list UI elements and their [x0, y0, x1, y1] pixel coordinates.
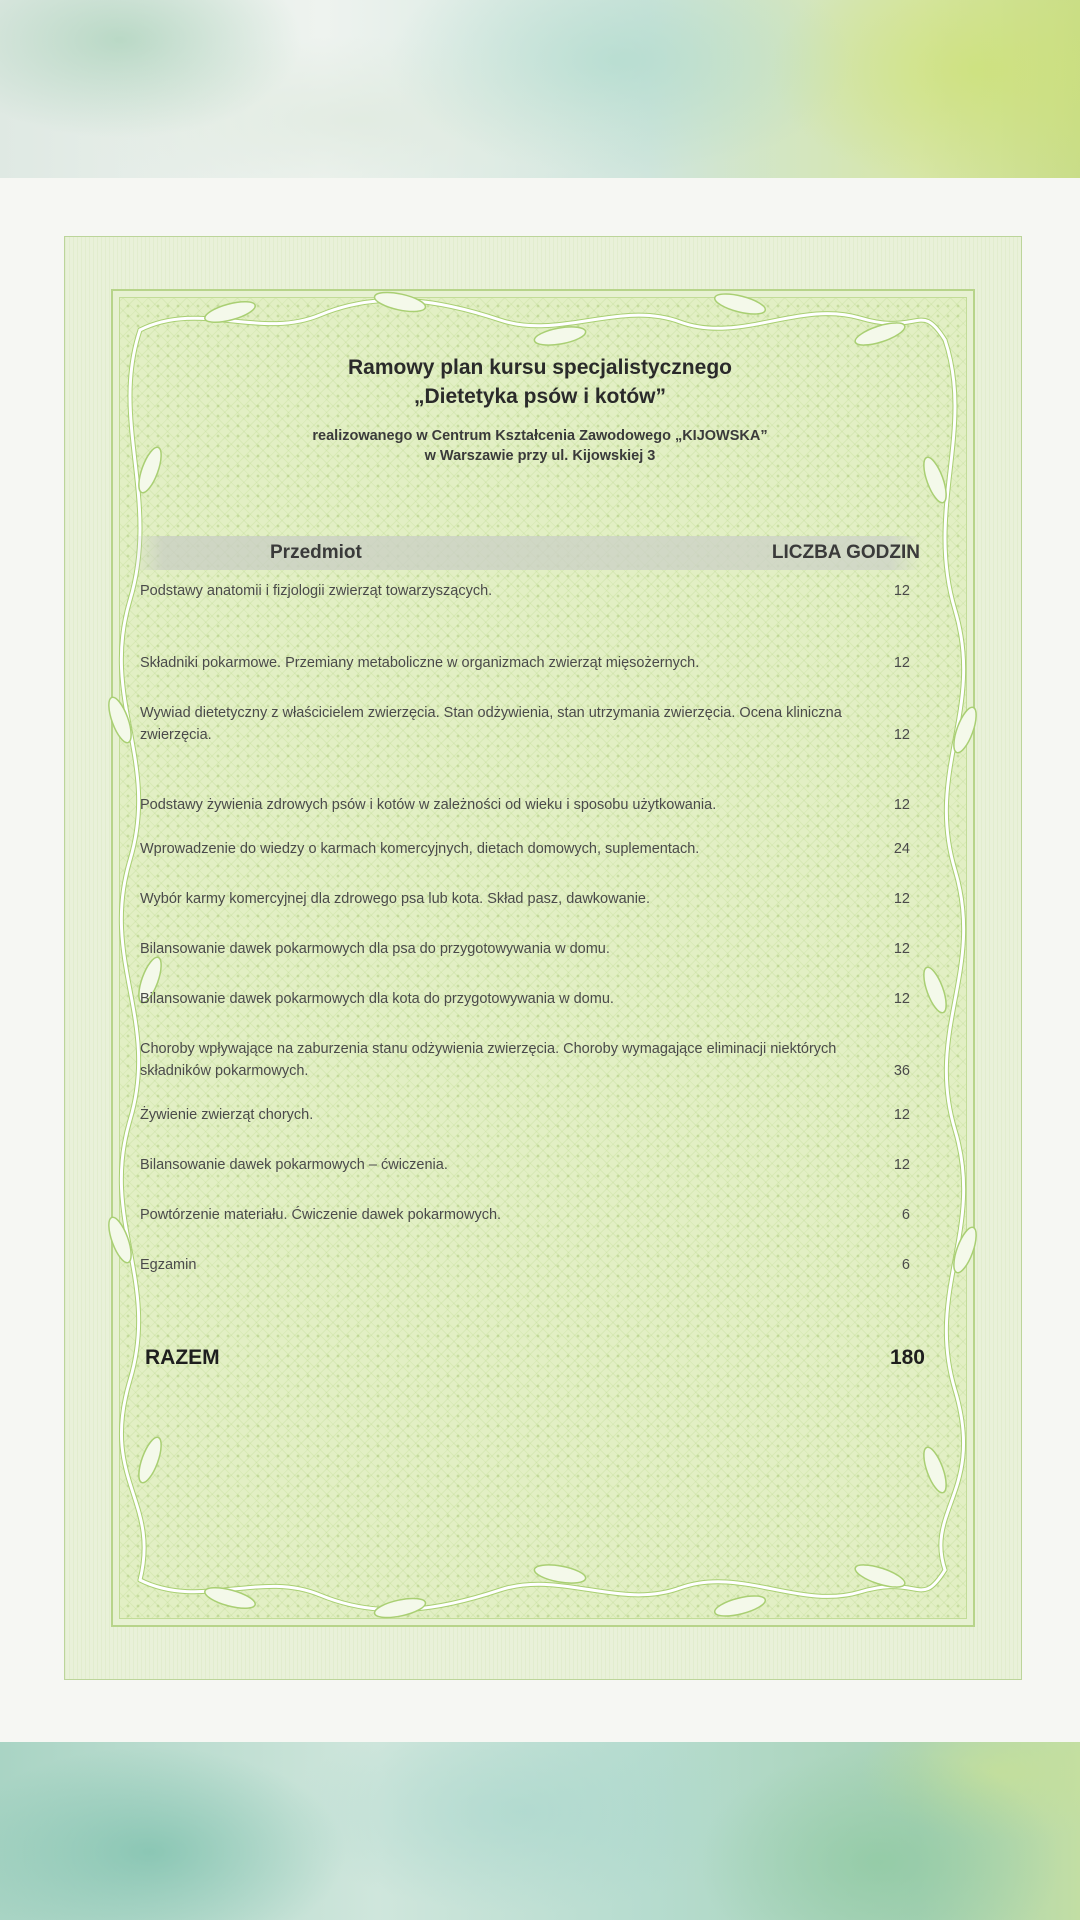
row-subject: Wywiad dietetyczny z właścicielem zwierzęcia. Stan odżywienia, stan utrzymania zwierzęcia. Ocena kliniczna zwierzęcia. [140, 705, 842, 743]
column-header-hours: LICZBA GODZIN [771, 542, 920, 563]
row-hours: 12 [893, 941, 910, 957]
row-subject: Bilansowanie dawek pokarmowych dla psa do przygotowywania w domu. [140, 941, 610, 957]
row-hours: 6 [901, 1257, 910, 1273]
table-header [132, 536, 922, 570]
institution-line: realizowanego w Centrum Kształcenia Zawodowego „KIJOWSKA” [312, 428, 768, 444]
column-header-subject: Przedmiot [270, 542, 362, 563]
table-row [140, 936, 920, 960]
row-subject: Bilansowanie dawek pokarmowych dla kota do przygotowywania w domu. [140, 991, 614, 1007]
table-row [140, 1152, 920, 1176]
row-subject: Wprowadzenie do wiedzy o karmach komercyjnych, dietach domowych, suplementach. [140, 841, 700, 857]
total-value: 180 [889, 1346, 925, 1369]
row-hours: 12 [893, 1107, 910, 1123]
document-header [0, 354, 1080, 466]
row-hours: 24 [893, 841, 910, 857]
row-subject: Składniki pokarmowe. Przemiany metaboliczne w organizmach zwierząt mięsożernych. [140, 655, 700, 671]
table-row [140, 1036, 920, 1082]
row-hours: 12 [893, 1157, 910, 1173]
table-row [140, 628, 920, 674]
table-row [140, 770, 920, 816]
table-row [140, 886, 920, 910]
table-row [140, 1252, 920, 1276]
row-subject: Wybór karmy komercyjnej dla zdrowego psa lub kota. Skład pasz, dawkowanie. [140, 891, 651, 907]
row-hours: 12 [893, 891, 910, 907]
row-hours: 12 [893, 727, 910, 743]
table-row [140, 1202, 920, 1226]
row-hours: 12 [893, 797, 910, 813]
document-title: Ramowy plan kursu specjalistycznego [348, 356, 732, 379]
row-hours: 6 [901, 1207, 910, 1223]
row-subject: Podstawy anatomii i fizjologii zwierząt towarzyszących. [140, 583, 493, 599]
row-subject: Powtórzenie materiału. Ćwiczenie dawek pokarmowych. [140, 1207, 502, 1223]
table-row [140, 1102, 920, 1126]
row-subject: Choroby wpływające na zaburzenia stanu odżywienia zwierzęcia. Choroby wymagające eliminacji niektórych składników pokarmowych. [140, 1041, 837, 1079]
row-subject: Podstawy żywienia zdrowych psów i kotów w zależności od wieku i sposobu użytkowania. [140, 797, 717, 813]
course-name: „Dietetyka psów i kotów” [413, 385, 667, 408]
row-hours: 12 [893, 583, 910, 599]
table-row [140, 986, 920, 1010]
address-line: w Warszawie przy ul. Kijowskiej 3 [424, 448, 656, 464]
row-hours: 12 [893, 655, 910, 671]
row-hours: 36 [893, 1063, 910, 1079]
table-row [140, 578, 920, 602]
row-hours: 12 [893, 991, 910, 1007]
total-row [145, 1346, 925, 1376]
row-subject: Egzamin [140, 1257, 197, 1273]
row-subject: Żywienie zwierząt chorych. [140, 1107, 314, 1123]
table-row [140, 700, 920, 746]
table-row [140, 836, 920, 860]
row-subject: Bilansowanie dawek pokarmowych – ćwiczenia. [140, 1157, 448, 1173]
watercolor-bottom-band [0, 1742, 1080, 1920]
total-label: RAZEM [145, 1346, 220, 1369]
